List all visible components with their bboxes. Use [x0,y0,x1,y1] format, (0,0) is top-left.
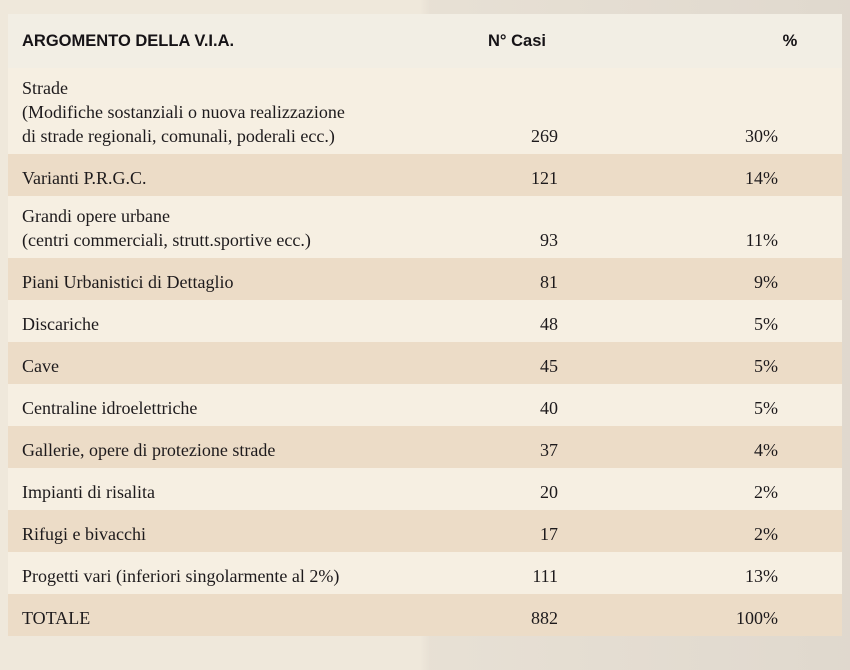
row-argomento-line: (centri commerciali, strutt.sportive ecc.) [22,230,311,250]
table-header-row [8,14,842,68]
table-row [8,154,842,196]
row-spacer [558,384,698,426]
row-argomento [8,196,488,258]
header-argomento: ARGOMENTO DELLA V.I.A. [8,14,488,68]
row-casi: 37 [488,426,558,468]
row-casi: 93 [488,196,558,258]
row-percent: 14% [698,154,842,196]
row-argomento-line: Progetti vari (inferiori singolarmente al 2%) [22,566,340,586]
table-row [8,258,842,300]
header-spacer [558,14,698,68]
table-row [8,342,842,384]
row-casi: 17 [488,510,558,552]
row-argomento-line: TOTALE [22,608,91,628]
row-argomento [8,154,488,196]
row-casi: 40 [488,384,558,426]
row-percent: 100% [698,594,842,636]
row-casi: 111 [488,552,558,594]
row-casi: 882 [488,594,558,636]
row-spacer [558,468,698,510]
row-spacer [558,154,698,196]
row-spacer [558,510,698,552]
row-percent: 11% [698,196,842,258]
table-row [8,384,842,426]
table-row [8,468,842,510]
row-argomento [8,552,488,594]
table-row [8,68,842,154]
table-row [8,426,842,468]
row-casi: 81 [488,258,558,300]
row-argomento [8,510,488,552]
row-argomento-line: Impianti di risalita [22,482,155,502]
row-argomento-line: Gallerie, opere di protezione strade [22,440,276,460]
row-argomento [8,342,488,384]
row-percent: 4% [698,426,842,468]
via-table [8,14,842,636]
row-argomento [8,384,488,426]
table-row [8,510,842,552]
row-spacer [558,196,698,258]
row-spacer [558,594,698,636]
header-casi: N° Casi [488,14,558,68]
row-argomento [8,426,488,468]
row-argomento [8,68,488,154]
row-argomento [8,594,488,636]
row-argomento-line: Rifugi e bivacchi [22,524,146,544]
row-argomento-line: (Modifiche sostanziali o nuova realizzazione [22,102,345,122]
row-argomento-line: Varianti P.R.G.C. [22,168,147,188]
table-body [8,68,842,636]
row-argomento-line: Cave [22,356,59,376]
row-spacer [558,258,698,300]
row-spacer [558,68,698,154]
row-percent: 5% [698,342,842,384]
row-casi: 269 [488,68,558,154]
row-casi: 121 [488,154,558,196]
row-argomento [8,258,488,300]
row-percent: 9% [698,258,842,300]
row-percent: 2% [698,468,842,510]
table-row [8,594,842,636]
row-spacer [558,552,698,594]
row-percent: 30% [698,68,842,154]
table-row [8,552,842,594]
row-spacer [558,426,698,468]
header-percent: % [698,14,842,68]
row-percent: 13% [698,552,842,594]
row-casi: 20 [488,468,558,510]
row-argomento-line: Centraline idroelettriche [22,398,198,418]
row-argomento [8,300,488,342]
row-argomento-line: Strade [22,78,68,98]
row-argomento-line: di strade regionali, comunali, poderali ecc.) [22,126,335,146]
table-row [8,196,842,258]
row-argomento [8,468,488,510]
row-argomento-line: Piani Urbanistici di Dettaglio [22,272,234,292]
row-argomento-line: Grandi opere urbane [22,206,170,226]
row-casi: 45 [488,342,558,384]
row-argomento-line: Discariche [22,314,99,334]
row-percent: 5% [698,300,842,342]
row-spacer [558,300,698,342]
row-percent: 2% [698,510,842,552]
row-casi: 48 [488,300,558,342]
row-spacer [558,342,698,384]
row-percent: 5% [698,384,842,426]
table-row [8,300,842,342]
